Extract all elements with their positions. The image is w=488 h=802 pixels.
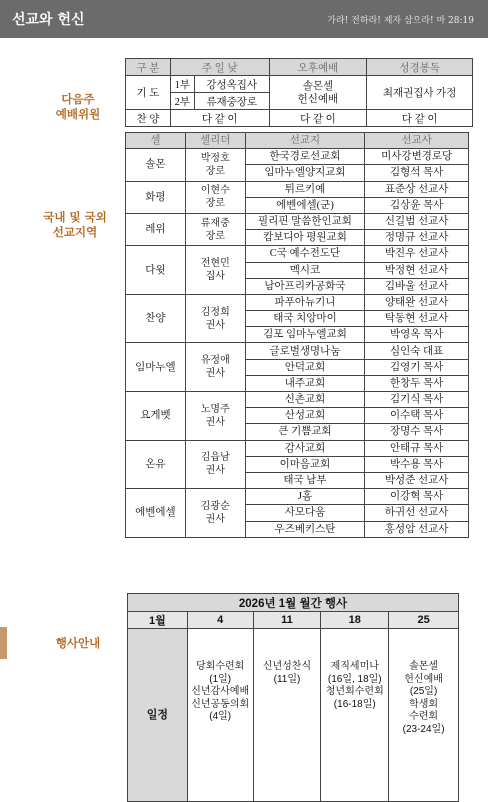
mission-regions-table: [125, 132, 469, 538]
cell-leader: 김정희 권사: [185, 294, 245, 343]
header-cell: 성경봉독: [367, 59, 473, 76]
praise-reading: 다 같 이: [367, 110, 473, 127]
table-header-row: [126, 133, 469, 149]
cell-name: 다윗: [126, 246, 186, 295]
header-cell: 선교지: [245, 133, 365, 149]
missionary: 이수택 목사: [365, 408, 469, 424]
mission-field: 튀르키예: [245, 181, 365, 197]
cell-name: 에벤에셀: [126, 489, 186, 538]
header-cell: 선교사: [365, 133, 469, 149]
table-row: [126, 76, 473, 93]
label-events: 행사안내: [55, 636, 101, 650]
row-label: 찬 양: [126, 110, 171, 127]
cell-leader: 박정호 장로: [185, 149, 245, 181]
cell-leader: 김광순 권사: [185, 489, 245, 538]
header-cell: 오후예배: [269, 59, 367, 76]
event-cell: 신년성찬식 (11일): [253, 629, 321, 802]
missionary: 하귀선 선교사: [365, 505, 469, 521]
monthly-events-table: [127, 593, 459, 802]
cell-leader: 노명주 권사: [185, 392, 245, 441]
missionary: 심인숙 대표: [365, 343, 469, 359]
missionary: 양태완 선교사: [365, 294, 469, 310]
service-part: 1부: [170, 76, 194, 93]
missionary: 홍성암 선교사: [365, 521, 469, 537]
events-caption: 2026년 1월 월간 행사: [128, 594, 459, 612]
mission-field: J홈: [245, 489, 365, 505]
header-verse: 가라! 전하라! 제자 삼으라! 마 28:19: [327, 16, 474, 26]
mission-field: C국 예수전도단: [245, 246, 365, 262]
header-cell: 셀: [126, 133, 186, 149]
scripture-reading: 최재권집사 가정: [367, 76, 473, 110]
missionary: 박성준 선교사: [365, 472, 469, 488]
mission-field: 큰 기쁨교회: [245, 424, 365, 440]
missionary: 안태규 목사: [365, 440, 469, 456]
schedule-label: 일정: [128, 629, 188, 802]
missionary: 탁동현 선교사: [365, 311, 469, 327]
table-row: [126, 489, 469, 505]
mission-field: 김포 임마누엘교회: [245, 327, 365, 343]
table-row: [128, 629, 459, 802]
mission-field: 파푸아뉴기니: [245, 294, 365, 310]
missionary: 김형석 목사: [365, 165, 469, 181]
event-cell: 솔몬셀 헌신예배 (25일) 학생회 수련회 (23-24일): [389, 629, 459, 802]
header-cell: 구 분: [126, 59, 171, 76]
table-row: [126, 181, 469, 197]
header-cell: 셀리더: [185, 133, 245, 149]
mission-field: 내주교회: [245, 375, 365, 391]
prayer-name: 류재중장로: [194, 93, 269, 110]
mission-field: 멕시코: [245, 262, 365, 278]
missionary: 한창두 목사: [365, 375, 469, 391]
cell-name: 솔몬: [126, 149, 186, 181]
worship-committee-table: [125, 58, 473, 127]
cell-leader: 류재중 장로: [185, 213, 245, 245]
mission-field: 우즈베키스탄: [245, 521, 365, 537]
service-part: 2부: [170, 93, 194, 110]
missionary: 장명수 목사: [365, 424, 469, 440]
cell-leader: 이현수 장로: [185, 181, 245, 213]
mission-field: 안덕교회: [245, 359, 365, 375]
cell-leader: 전현민 집사: [185, 246, 245, 295]
mission-field: 필리핀 말씀한인교회: [245, 213, 365, 229]
date-cell: 4: [187, 612, 253, 629]
missionary: 이강혁 목사: [365, 489, 469, 505]
prayer-name: 강성옥집사: [194, 76, 269, 93]
cell-name: 레위: [126, 213, 186, 245]
missionary: 미사강변경로당: [365, 149, 469, 165]
section-accent-bar: [0, 627, 7, 659]
cell-name: 찬양: [126, 294, 186, 343]
missionary: 박정현 선교사: [365, 262, 469, 278]
mission-field: 임마누엘양지교회: [245, 165, 365, 181]
label-worship-committee: 다음주 예배위원: [55, 92, 101, 121]
missionary: 박수용 목사: [365, 456, 469, 472]
table-row: [126, 110, 473, 127]
missionary: 김기식 목사: [365, 392, 469, 408]
missionary: 김상윤 목사: [365, 197, 469, 213]
mission-field: 이마음교회: [245, 456, 365, 472]
table-row: [126, 213, 469, 229]
mission-field: 글로벌생명나눔: [245, 343, 365, 359]
missionary: 표준상 선교사: [365, 181, 469, 197]
cell-name: 화평: [126, 181, 186, 213]
label-mission-regions: 국내 및 국외 선교지역: [43, 210, 107, 239]
missionary: 박영옥 목사: [365, 327, 469, 343]
event-cell: 제직세미나 (16일, 18일) 청년회수련회 (16-18일): [321, 629, 389, 802]
cell-name: 요게벳: [126, 392, 186, 441]
table-header-row: [128, 612, 459, 629]
page-header: [0, 0, 488, 38]
date-cell: 11: [253, 612, 321, 629]
table-row: [126, 343, 469, 359]
mission-field: 캄보디아 평원교회: [245, 230, 365, 246]
mission-field: 산성교회: [245, 408, 365, 424]
table-row: [126, 294, 469, 310]
missionary: 김영기 목사: [365, 359, 469, 375]
mission-field: 남아프리카공화국: [245, 278, 365, 294]
month-cell: 1월: [128, 612, 188, 629]
cell-name: 온유: [126, 440, 186, 489]
table-row: [126, 392, 469, 408]
date-cell: 25: [389, 612, 459, 629]
row-label: 기 도: [126, 76, 171, 110]
cell-leader: 유정애 권사: [185, 343, 245, 392]
header-cell: 주 일 낮: [170, 59, 269, 76]
date-cell: 18: [321, 612, 389, 629]
table-row: [126, 246, 469, 262]
missionary: 정명규 선교사: [365, 230, 469, 246]
event-cell: 당회수련회 (1일) 신년감사예배 신년공동의회 (4일): [187, 629, 253, 802]
missionary: 김바울 선교사: [365, 278, 469, 294]
mission-field: 사모다움: [245, 505, 365, 521]
cell-leader: 김읍남 권사: [185, 440, 245, 489]
praise-afternoon: 다 같 이: [269, 110, 367, 127]
cell-name: 임마누엘: [126, 343, 186, 392]
missionary: 신길범 선교사: [365, 213, 469, 229]
page-title: 선교와 헌신: [12, 12, 85, 28]
missionary: 박진우 선교사: [365, 246, 469, 262]
table-row: [126, 149, 469, 165]
table-row: [126, 440, 469, 456]
mission-field: 신촌교회: [245, 392, 365, 408]
mission-field: 태국 치앙마이: [245, 311, 365, 327]
afternoon-prayer: 솔몬셀 헌신예배: [269, 76, 367, 110]
mission-field: 에벤에셀(군): [245, 197, 365, 213]
mission-field: 태국 남부: [245, 472, 365, 488]
mission-field: 감사교회: [245, 440, 365, 456]
praise-day: 다 같 이: [170, 110, 269, 127]
mission-field: 한국경로선교회: [245, 149, 365, 165]
table-header-row: [126, 59, 473, 76]
